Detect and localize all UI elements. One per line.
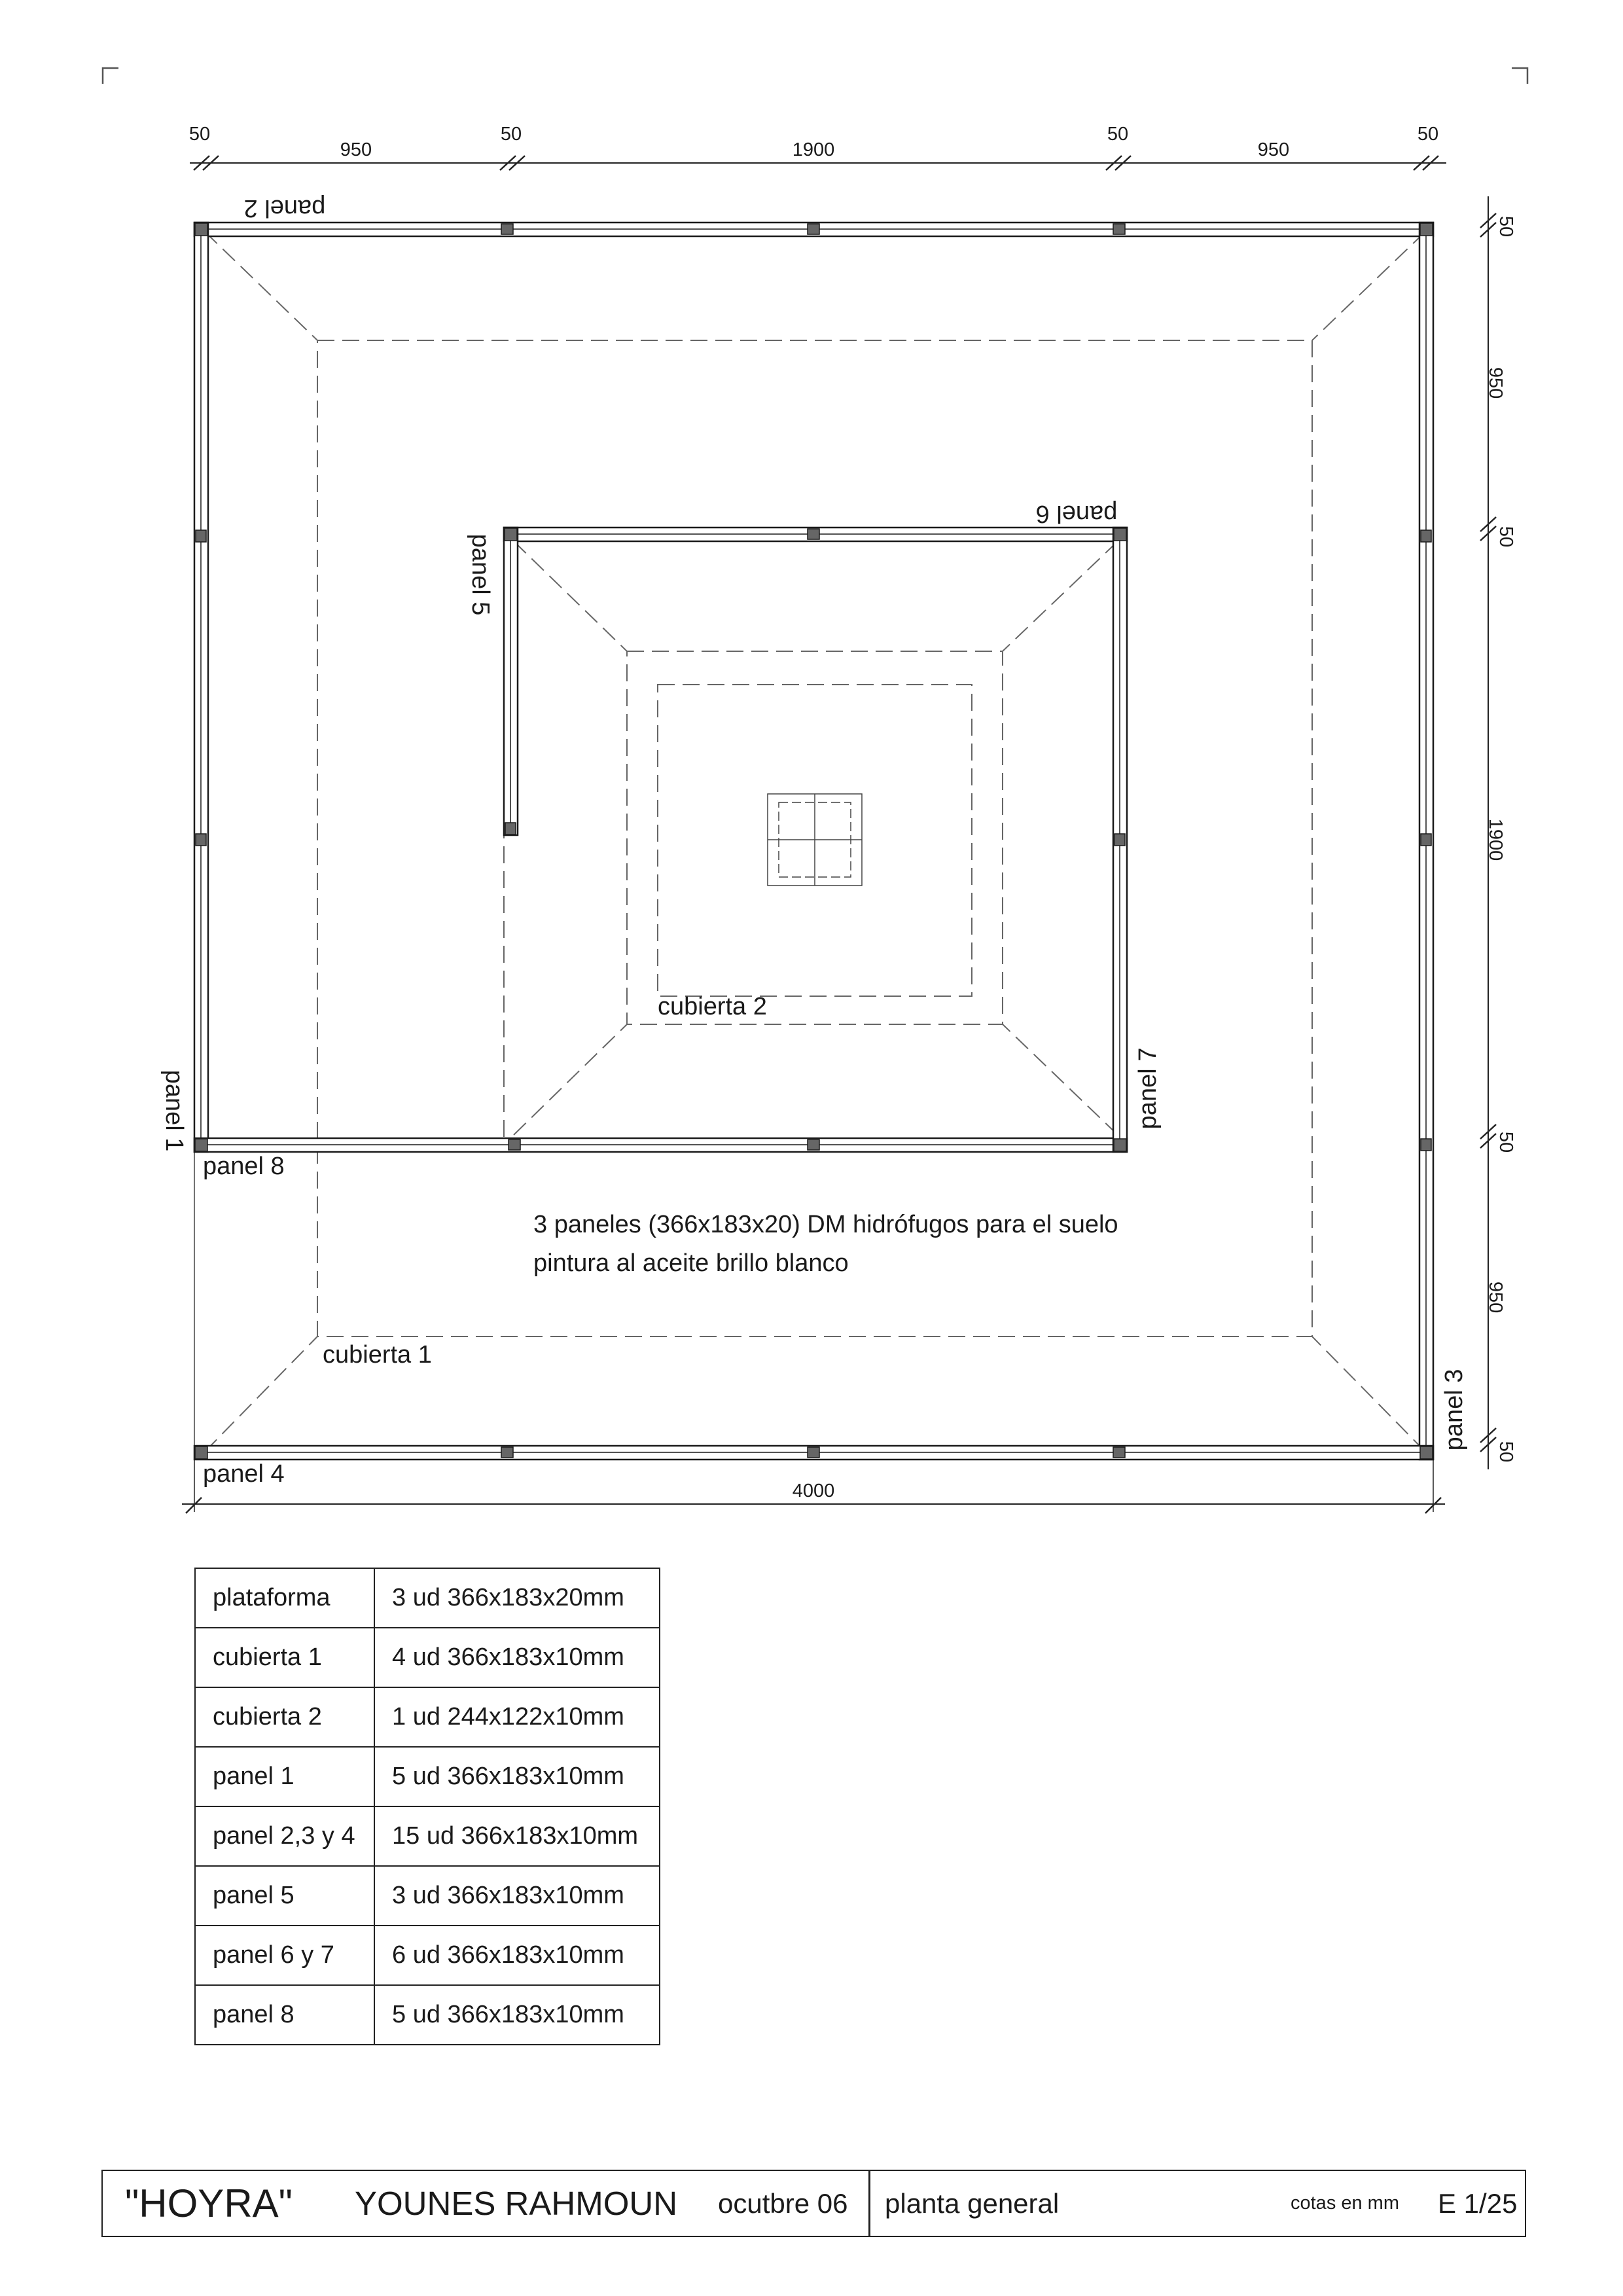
- dim-top-3: 50: [500, 124, 522, 145]
- dim-top-4: 1900: [792, 139, 835, 160]
- dim-top-1: 50: [188, 124, 211, 145]
- dim-right-4: 1900: [1485, 818, 1506, 861]
- dim-right-6: 950: [1485, 1281, 1506, 1314]
- dim-top-6: 950: [1257, 139, 1290, 160]
- bom-row: [195, 1747, 660, 1806]
- bom-part-cell: cubierta 1: [195, 1628, 374, 1687]
- label-cubierta-1: cubierta 1: [323, 1341, 432, 1369]
- bom-row: [195, 1866, 660, 1926]
- label-panel-6: panel 6: [1035, 500, 1118, 528]
- bom-part-cell: panel 1: [195, 1747, 374, 1806]
- right-dimension-labels: [1485, 216, 1516, 1462]
- bom-part-cell: plataforma: [195, 1568, 374, 1628]
- bom-quantity-cell: 3 ud 366x183x20mm: [374, 1568, 660, 1628]
- project-title: "HOYRA": [125, 2181, 293, 2225]
- label-panel-4: panel 4: [203, 1460, 285, 1488]
- panel-labels: [160, 194, 1468, 1488]
- bom-part-cell: cubierta 2: [195, 1687, 374, 1747]
- bom-quantity-cell: 5 ud 366x183x10mm: [374, 1985, 660, 2045]
- units-note: cotas en mm: [1291, 2193, 1399, 2214]
- title-block-divider: [868, 2171, 870, 2236]
- dim-bottom-total: 4000: [792, 1480, 835, 1501]
- roof-cubierta-2: [504, 532, 1127, 1144]
- bom-part-cell: panel 5: [195, 1866, 374, 1926]
- label-panel-8: panel 8: [203, 1153, 285, 1180]
- bill-of-materials-table: [194, 1568, 660, 2045]
- bom-quantity-cell: 6 ud 366x183x10mm: [374, 1926, 660, 1985]
- drawing-scale: E 1/25: [1438, 2187, 1518, 2219]
- dim-top-2: 950: [340, 139, 372, 160]
- bom-part-cell: panel 2,3 y 4: [195, 1806, 374, 1866]
- drawing-date: ocutbre 06: [718, 2187, 848, 2219]
- dim-right-3: 50: [1495, 526, 1516, 548]
- label-panel-1: panel 1: [160, 1069, 188, 1152]
- label-panel-3: panel 3: [1440, 1369, 1468, 1451]
- author-name: YOUNES RAHMOUN: [355, 2185, 678, 2222]
- bom-row: [195, 1687, 660, 1747]
- center-skylight-mark: [768, 794, 862, 886]
- label-panel-5: panel 5: [467, 533, 494, 616]
- bom-quantity-cell: 3 ud 366x183x10mm: [374, 1866, 660, 1926]
- bom-quantity-cell: 5 ud 366x183x10mm: [374, 1747, 660, 1806]
- label-panel-2: panel 2: [243, 194, 326, 222]
- label-panel-7: panel 7: [1134, 1047, 1162, 1130]
- dim-top-7: 50: [1417, 124, 1439, 145]
- bom-row: [195, 1628, 660, 1687]
- bom-row: [195, 1568, 660, 1628]
- bom-row: [195, 1806, 660, 1866]
- dim-right-5: 50: [1495, 1131, 1516, 1153]
- bom-part-cell: panel 8: [195, 1985, 374, 2045]
- title-block: [101, 2170, 1526, 2237]
- bom-row: [195, 1985, 660, 2045]
- crop-marks: [103, 68, 1527, 84]
- bom-row: [195, 1926, 660, 1985]
- note-floor-panels: 3 paneles (366x183x20) DM hidrófugos para el suelo: [533, 1211, 1118, 1238]
- bom-quantity-cell: 15 ud 366x183x10mm: [374, 1806, 660, 1866]
- bom-part-cell: panel 6 y 7: [195, 1926, 374, 1985]
- bom-quantity-cell: 1 ud 244x122x10mm: [374, 1687, 660, 1747]
- note-paint-finish: pintura al aceite brillo blanco: [533, 1249, 849, 1277]
- dim-top-5: 50: [1107, 124, 1129, 145]
- dim-right-1: 50: [1495, 215, 1516, 238]
- dim-right-7: 50: [1495, 1441, 1516, 1463]
- bill-of-materials-body: [195, 1568, 660, 2045]
- top-dimension-labels: [189, 124, 1438, 160]
- dim-right-2: 950: [1485, 367, 1506, 399]
- sheet-title: planta general: [885, 2187, 1060, 2219]
- bom-quantity-cell: 4 ud 366x183x10mm: [374, 1628, 660, 1687]
- label-cubierta-2: cubierta 2: [658, 993, 767, 1020]
